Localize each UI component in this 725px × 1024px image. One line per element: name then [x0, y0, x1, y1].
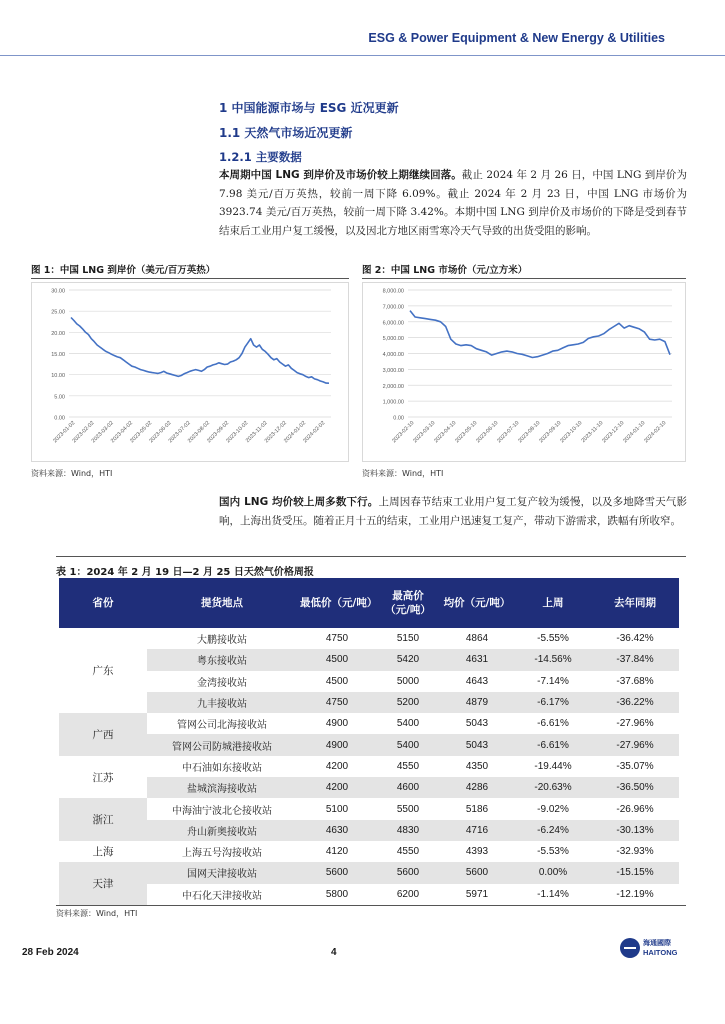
header-avg-price: 均价（元/吨） — [439, 578, 515, 628]
avg-price-cell: 5043 — [439, 734, 515, 755]
x-tick-label: 2023-10-02 — [225, 420, 250, 445]
last-week-change-cell: -6.61% — [537, 718, 569, 730]
last-week-change-cell: -14.56% — [515, 649, 591, 670]
logo-mark-icon — [620, 938, 640, 958]
max-price-cell: 5400 — [377, 734, 439, 755]
last-week-change-cell: -1.14% — [537, 888, 569, 900]
last-week-change-cell: -9.02% — [537, 803, 569, 815]
min-price-cell: 4900 — [297, 734, 377, 755]
last-year-change-cell: -15.15% — [591, 862, 679, 883]
min-price-cell: 4200 — [325, 760, 349, 772]
y-tick-label: 7,000.00 — [382, 304, 404, 311]
summary-lead: 本周期中国 LNG 到岸价及市场价较上期继续回落。 — [219, 169, 462, 181]
location-cell: 金湾接收站 — [197, 677, 247, 689]
figure-1-source: 资料来源：Wind，HTI — [31, 469, 113, 478]
x-tick-label: 2023-08-10 — [517, 420, 542, 445]
y-tick-label: 1,000.00 — [382, 399, 404, 406]
page-number: 4 — [331, 947, 337, 958]
y-tick-label: 20.00 — [51, 330, 65, 337]
table-row — [59, 671, 679, 692]
y-tick-label: 10.00 — [51, 373, 65, 380]
last-year-change-cell: -37.68% — [616, 675, 654, 687]
y-tick-label: 2,000.00 — [382, 383, 404, 390]
avg-price-cell: 4286 — [439, 777, 515, 798]
x-tick-label: 2023-11-02 — [244, 420, 269, 445]
table-top-rule — [56, 556, 686, 557]
last-week-change-cell: -5.53% — [537, 846, 569, 858]
province-cell: 天津 — [59, 862, 147, 905]
table-row — [59, 734, 679, 755]
avg-price-cell: 4879 — [439, 692, 515, 713]
avg-price-cell: 5971 — [465, 888, 489, 900]
last-week-change-cell: -5.55% — [537, 633, 569, 645]
x-tick-label: 2023-02-02 — [71, 420, 96, 445]
location-cell: 上海五号沟接收站 — [182, 848, 262, 860]
max-price-cell: 4550 — [396, 846, 420, 858]
summary-body: 截止 2024 年 2 月 26 日，中国 LNG 到岸价为 7.98 美元/百万英热，较前一周下降 6.09%。截止 2024 年 2 月 23 日，中国 LNG 市场价为 3923.74 美元/百万英热，较前一周下降 3.42%。本期中国 LNG 到岸价及市场价的下降是受到春节结束后工业用户复工缓慢，以及因北方地区雨雪寒冷天气导致的出货受阻的影响。 — [219, 169, 687, 237]
min-price-cell: 5800 — [325, 888, 349, 900]
table-row — [59, 820, 679, 841]
max-price-cell: 5000 — [396, 675, 420, 687]
min-price-cell: 4500 — [297, 649, 377, 670]
subsubsection-heading: 1.2.1 主要数据 — [219, 150, 302, 164]
last-year-change-cell: -37.84% — [591, 649, 679, 670]
x-tick-label: 2023-11-10 — [580, 420, 605, 445]
table-row — [59, 777, 679, 798]
last-week-change-cell: -20.63% — [515, 777, 591, 798]
table-row — [59, 862, 679, 883]
table-bottom-rule — [56, 905, 686, 906]
min-price-cell: 5100 — [325, 803, 349, 815]
max-price-cell: 6200 — [396, 888, 420, 900]
last-year-change-cell: -30.13% — [591, 820, 679, 841]
logo-english-name: HAITONG — [643, 948, 678, 957]
x-tick-label: 2023-04-02 — [109, 420, 135, 445]
max-price-cell: 5150 — [396, 633, 420, 645]
avg-price-cell: 5186 — [465, 803, 489, 815]
figure-2-title: 图 2：中国 LNG 市场价（元/立方米） — [362, 265, 528, 276]
avg-price-cell: 4643 — [465, 675, 489, 687]
x-tick-label: 2023-10-10 — [559, 420, 584, 445]
x-tick-label: 2023-06-02 — [148, 420, 173, 445]
x-tick-label: 2023-12-02 — [263, 420, 288, 445]
domestic-lead: 国内 LNG 均价较上周多数下行。 — [219, 496, 379, 508]
y-tick-label: 25.00 — [51, 309, 65, 316]
location-cell: 九丰接收站 — [147, 692, 297, 713]
min-price-cell: 4900 — [325, 718, 349, 730]
y-tick-label: 4,000.00 — [382, 352, 404, 358]
figure-2-source: 资料来源：Wind，HTI — [362, 469, 444, 478]
table-row — [59, 713, 679, 734]
figure-2-rule — [362, 278, 686, 279]
max-price-cell: 4830 — [377, 820, 439, 841]
figure-1-chart — [31, 282, 349, 462]
header-last-week: 上周 — [515, 578, 591, 628]
last-year-change-cell: -36.42% — [616, 633, 654, 645]
figure-2-chart — [362, 282, 686, 462]
x-tick-label: 2023-03-02 — [90, 420, 115, 445]
table-row — [59, 692, 679, 713]
y-tick-label: 6,000.00 — [382, 320, 404, 327]
min-price-cell: 4630 — [297, 820, 377, 841]
location-cell: 中石油如东接收站 — [182, 762, 262, 774]
location-cell: 中石化天津接收站 — [182, 890, 262, 902]
header-province: 省份 — [59, 578, 147, 628]
min-price-cell: 4200 — [297, 777, 377, 798]
x-tick-label: 2023-05-10 — [454, 420, 479, 445]
table-title: 表 1：2024 年 2 月 19 日—2 月 25 日天然气价格周报 — [56, 567, 314, 578]
location-cell: 管网公司防城港接收站 — [147, 734, 297, 755]
table-source: 资料来源：Wind，HTI — [56, 909, 138, 918]
footer-date: 28 Feb 2024 — [22, 947, 79, 958]
x-tick-label: 2023-05-02 — [129, 420, 154, 445]
x-tick-label: 2023-04-10 — [433, 420, 458, 445]
logo-chinese-name: 海通國際 — [643, 939, 671, 947]
last-week-change-cell: -19.44% — [534, 760, 572, 772]
province-cell: 广西 — [59, 713, 147, 756]
location-cell: 管网公司北海接收站 — [177, 720, 267, 732]
table-row — [59, 649, 679, 670]
last-year-change-cell: -36.22% — [591, 692, 679, 713]
avg-price-cell: 4864 — [465, 633, 489, 645]
avg-price-cell: 5043 — [465, 718, 489, 730]
x-tick-label: 2024-02-02 — [302, 420, 327, 445]
y-tick-label: 5,000.00 — [382, 336, 404, 343]
domestic-body: 上周因春节结束工业用户复工复产较为缓慢，以及多地降雪天气影响，上海出货受压。随着正月十五的结束，工业用户迅速复工复产，带动下游需求，跌幅有所收窄。 — [219, 496, 687, 527]
x-tick-label: 2023-03-10 — [412, 420, 437, 445]
x-tick-label: 2023-07-10 — [496, 420, 521, 445]
y-tick-label: 0.00 — [393, 415, 404, 422]
report-header-title: ESG & Power Equipment & New Energy & Utilities — [368, 31, 665, 45]
max-price-cell: 5200 — [377, 692, 439, 713]
last-year-change-cell: -26.96% — [616, 803, 654, 815]
header-last-year: 去年同期 — [591, 578, 679, 628]
gas-price-table — [59, 578, 679, 905]
x-tick-label: 2024-02-10 — [643, 420, 668, 445]
avg-price-cell: 4631 — [439, 649, 515, 670]
min-price-cell: 4120 — [325, 846, 349, 858]
section-heading: 1 中国能源市场与 ESG 近况更新 — [219, 101, 399, 115]
avg-price-cell: 5600 — [439, 862, 515, 883]
last-year-change-cell: -35.07% — [616, 760, 654, 772]
max-price-cell: 5400 — [396, 718, 420, 730]
x-tick-label: 2024-01-02 — [283, 420, 308, 445]
province-cell: 浙江 — [59, 798, 147, 841]
header-min-price: 最低价（元/吨） — [297, 578, 377, 628]
max-price-cell: 5420 — [377, 649, 439, 670]
x-tick-label: 2023-06-10 — [475, 420, 500, 445]
figure-1-title: 图 1：中国 LNG 到岸价（美元/百万英热） — [31, 265, 216, 276]
province-cell: 江苏 — [59, 756, 147, 799]
header-divider — [0, 55, 725, 56]
last-year-change-cell: -27.96% — [616, 718, 654, 730]
x-tick-label: 2024-01-10 — [622, 420, 647, 445]
x-tick-label: 2023-09-02 — [206, 420, 231, 445]
x-tick-label: 2023-12-10 — [601, 420, 626, 445]
header-max-price: 最高价（元/吨） — [377, 578, 439, 628]
domestic-price-paragraph — [219, 493, 687, 530]
haitong-logo — [620, 938, 680, 960]
figure-1-rule — [31, 278, 349, 279]
max-price-cell: 5600 — [377, 862, 439, 883]
table-row — [59, 884, 679, 905]
last-week-change-cell: 0.00% — [515, 862, 591, 883]
location-cell: 中海油宁波北仑接收站 — [172, 805, 272, 817]
province-cell: 上海 — [59, 841, 147, 862]
x-tick-label: 2023-02-10 — [391, 420, 416, 445]
summary-paragraph — [219, 166, 687, 240]
last-week-change-cell: -7.14% — [537, 675, 569, 687]
last-week-change-cell: -6.24% — [515, 820, 591, 841]
last-year-change-cell: -32.93% — [616, 846, 654, 858]
location-cell: 盐城滨海接收站 — [147, 777, 297, 798]
max-price-cell: 4600 — [377, 777, 439, 798]
x-tick-label: 2023-08-02 — [186, 420, 212, 445]
y-tick-label: 3,000.00 — [382, 367, 404, 374]
location-cell: 大鹏接收站 — [197, 635, 247, 647]
last-year-change-cell: -12.19% — [616, 888, 654, 900]
min-price-cell: 4500 — [325, 675, 349, 687]
subsection-heading: 1.1 天然气市场近况更新 — [219, 126, 353, 140]
x-tick-label: 2023-01-02 — [52, 420, 77, 445]
max-price-cell: 5500 — [396, 803, 420, 815]
y-tick-label: 15.00 — [51, 352, 65, 358]
last-year-change-cell: -27.96% — [591, 734, 679, 755]
x-tick-label: 2023-07-02 — [167, 420, 192, 445]
y-tick-label: 0.00 — [54, 415, 65, 422]
location-cell: 粤东接收站 — [147, 649, 297, 670]
location-cell: 国网天津接收站 — [147, 862, 297, 883]
avg-price-cell: 4393 — [465, 846, 489, 858]
x-tick-label: 2023-09-10 — [538, 420, 563, 445]
last-week-change-cell: -6.17% — [515, 692, 591, 713]
table-row — [59, 628, 679, 649]
last-week-change-cell: -6.61% — [515, 734, 591, 755]
y-tick-label: 5.00 — [54, 394, 65, 401]
min-price-cell: 4750 — [325, 633, 349, 645]
province-cell: 广东 — [59, 628, 147, 713]
avg-price-cell: 4716 — [439, 820, 515, 841]
last-year-change-cell: -36.50% — [591, 777, 679, 798]
min-price-cell: 5600 — [297, 862, 377, 883]
table-row — [59, 841, 679, 862]
avg-price-cell: 4350 — [465, 760, 489, 772]
min-price-cell: 4750 — [297, 692, 377, 713]
table-header-row — [59, 578, 679, 628]
y-tick-label: 8,000.00 — [382, 288, 404, 295]
table-row — [59, 798, 679, 819]
location-cell: 舟山新奥接收站 — [147, 820, 297, 841]
max-price-cell: 4550 — [396, 760, 420, 772]
header-location: 提货地点 — [147, 578, 297, 628]
table-row — [59, 756, 679, 777]
y-tick-label: 30.00 — [51, 288, 65, 295]
